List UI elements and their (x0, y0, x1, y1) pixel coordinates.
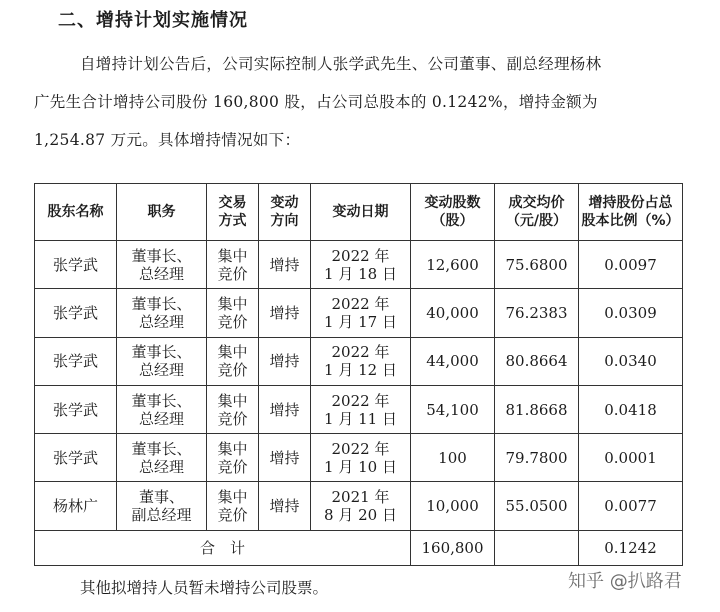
header-cell: 交易 方式 (207, 184, 259, 241)
table-row (35, 434, 683, 482)
cell-method: 集中 竞价 (207, 241, 259, 289)
cell-position: 董事长、 总经理 (117, 434, 207, 482)
cell-ratio: 0.0309 (579, 289, 683, 337)
cell-method: 集中 竞价 (207, 482, 259, 530)
cell-price: 55.0500 (495, 482, 579, 530)
cell-date: 2022 年 1 月 11 日 (311, 385, 411, 433)
cell-shares: 12,600 (411, 241, 495, 289)
cell-ratio: 0.0097 (579, 241, 683, 289)
cell-method: 集中 竞价 (207, 337, 259, 385)
cell-direction: 增持 (259, 337, 311, 385)
header-cell: 变动日期 (311, 184, 411, 241)
cell-name: 张学武 (35, 385, 117, 433)
table-total-row (35, 530, 683, 565)
cell-price: 75.6800 (495, 241, 579, 289)
cell-name: 张学武 (35, 434, 117, 482)
header-cell: 变动股数 （股） (411, 184, 495, 241)
cell-shares: 40,000 (411, 289, 495, 337)
cell-name: 张学武 (35, 337, 117, 385)
paragraph-line-1: 自增持计划公告后，公司实际控制人张学武先生、公司董事、副总经理杨林 (80, 55, 602, 73)
cell-price: 80.8664 (495, 337, 579, 385)
table-row (35, 289, 683, 337)
cell-ratio: 0.0001 (579, 434, 683, 482)
cell-name: 张学武 (35, 289, 117, 337)
cell-position: 董事长、 总经理 (117, 241, 207, 289)
cell-position: 董事长、 总经理 (117, 289, 207, 337)
cell-date: 2022 年 1 月 10 日 (311, 434, 411, 482)
cell-ratio: 0.0077 (579, 482, 683, 530)
cell-direction: 增持 (259, 434, 311, 482)
table-header-row (35, 184, 683, 241)
table-row (35, 482, 683, 530)
cell-date: 2022 年 1 月 12 日 (311, 337, 411, 385)
paragraph-line-3: 1,254.87 万元。具体增持情况如下： (34, 131, 301, 149)
header-cell: 职务 (117, 184, 207, 241)
cell-method: 集中 竞价 (207, 289, 259, 337)
cell-position: 董事长、 总经理 (117, 337, 207, 385)
cell-direction: 增持 (259, 289, 311, 337)
cell-ratio: 0.0418 (579, 385, 683, 433)
cell-method: 集中 竞价 (207, 434, 259, 482)
cell-price: 76.2383 (495, 289, 579, 337)
cell-price: 81.8668 (495, 385, 579, 433)
cell-date: 2022 年 1 月 18 日 (311, 241, 411, 289)
watermark: 知乎 @扒路君 (568, 571, 682, 592)
cell-price: 79.7800 (495, 434, 579, 482)
cell-direction: 增持 (259, 482, 311, 530)
total-ratio: 0.1242 (579, 530, 683, 565)
section-heading: 二、增持计划实施情况 (58, 10, 248, 31)
cell-shares: 44,000 (411, 337, 495, 385)
total-shares: 160,800 (411, 530, 495, 565)
header-cell: 成交均价 （元/股） (495, 184, 579, 241)
cell-shares: 100 (411, 434, 495, 482)
total-label: 合 计 (35, 530, 411, 565)
cell-name: 杨林广 (35, 482, 117, 530)
cell-date: 2022 年 1 月 17 日 (311, 289, 411, 337)
cell-direction: 增持 (259, 385, 311, 433)
footer-note: 其他拟增持人员暂未增持公司股票。 (80, 579, 329, 597)
table-row (35, 241, 683, 289)
header-cell: 股东名称 (35, 184, 117, 241)
total-price (495, 530, 579, 565)
cell-date: 2021 年 8 月 20 日 (311, 482, 411, 530)
cell-position: 董事、 副总经理 (117, 482, 207, 530)
paragraph-line-2: 广先生合计增持公司股份 160,800 股，占公司总股本的 0.1242%，增持金额为 (34, 93, 598, 111)
table-row (35, 337, 683, 385)
header-cell: 增持股份占总 股本比例（%） (579, 184, 683, 241)
table-row (35, 385, 683, 433)
cell-ratio: 0.0340 (579, 337, 683, 385)
cell-shares: 54,100 (411, 385, 495, 433)
cell-position: 董事长、 总经理 (117, 385, 207, 433)
cell-method: 集中 竞价 (207, 385, 259, 433)
cell-shares: 10,000 (411, 482, 495, 530)
share-increase-table (34, 183, 683, 566)
header-cell: 变动 方向 (259, 184, 311, 241)
cell-name: 张学武 (35, 241, 117, 289)
cell-direction: 增持 (259, 241, 311, 289)
